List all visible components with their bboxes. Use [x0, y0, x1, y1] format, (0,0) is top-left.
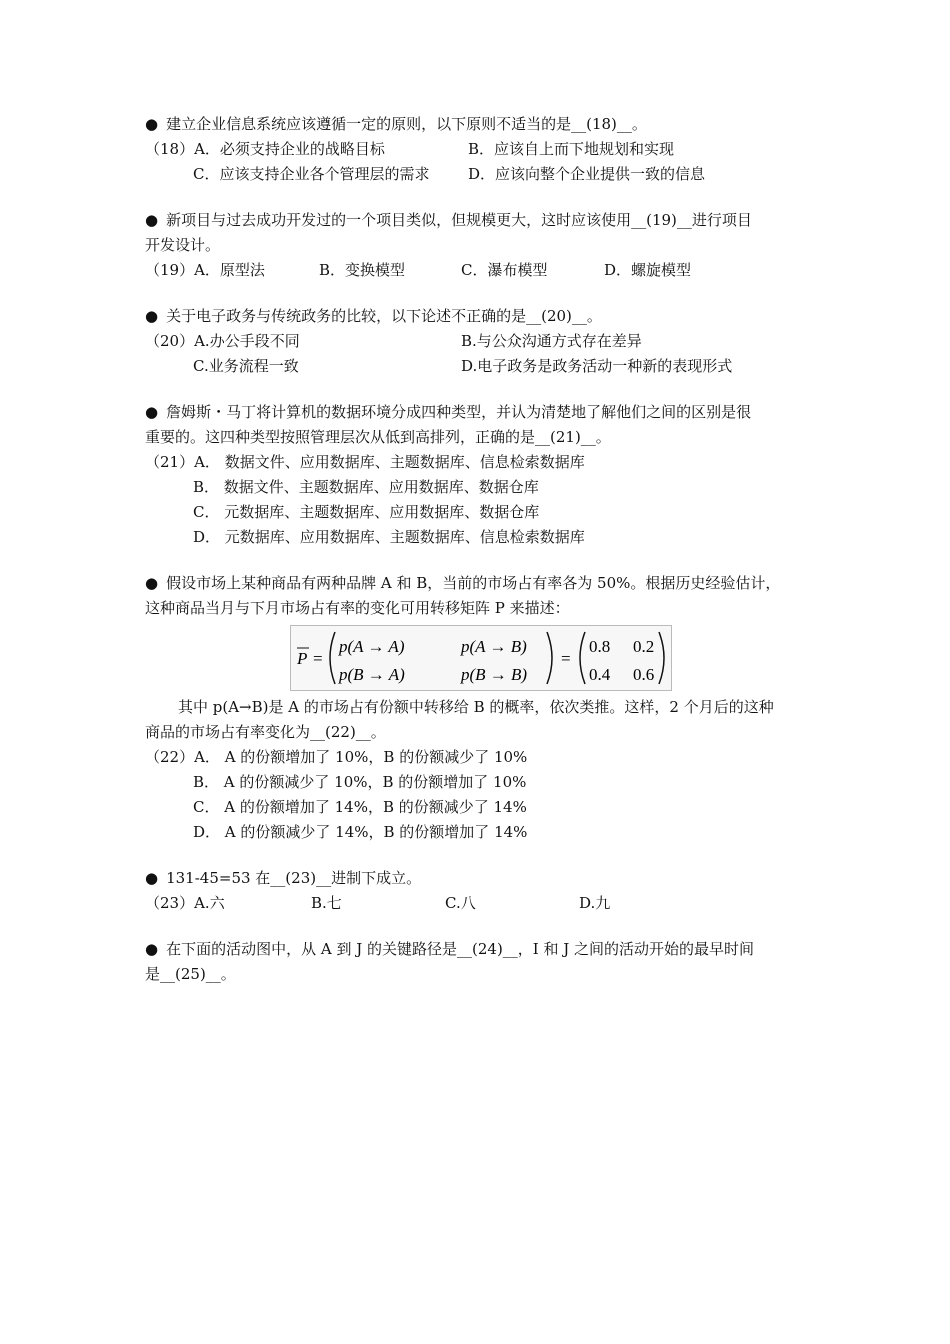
bullet-icon: ● — [145, 574, 159, 592]
question-21-stem-line2: 重要的。这四种类型按照管理层次从低到高排列，正确的是__(21)__。 — [145, 428, 611, 446]
bullet-icon: ● — [145, 869, 159, 887]
option-19-b: B．变换模型 — [319, 261, 406, 279]
question-22-after-line2: 商品的市场占有率变化为__(22)__。 — [145, 723, 386, 741]
matrix-value-21: 0.4 — [589, 665, 611, 684]
question-21 — [145, 400, 825, 550]
question-22 — [145, 571, 825, 845]
option-22-c: C． A 的份额增加了 14%，B 的份额减少了 14% — [193, 798, 527, 816]
exam-page — [145, 112, 825, 987]
matrix-lhs: P — [297, 649, 308, 668]
option-20-b: B.与公众沟通方式存在差异 — [461, 332, 642, 350]
option-18-c: C．应该支持企业各个管理层的需求 — [193, 165, 430, 183]
option-19-a: （19）A．原型法 — [145, 261, 265, 279]
question-18-stem: 建立企业信息系统应该遵循一定的原则，以下原则不适当的是__(18)__。 — [166, 115, 647, 133]
question-20 — [145, 304, 825, 379]
matrix-entry-ba: p(B → A) — [339, 665, 405, 684]
question-23-options — [145, 891, 825, 916]
option-21-a: （21）A． 数据文件、应用数据库、主题数据库、信息检索数据库 — [145, 453, 585, 471]
question-24 — [145, 937, 825, 987]
bullet-icon: ● — [145, 115, 159, 133]
question-19-stem-line1: 新项目与过去成功开发过的一个项目类似，但规模更大，这时应该使用__(19)__进行项目 — [166, 211, 752, 229]
option-20-c: C.业务流程一致 — [193, 357, 299, 375]
option-20-a: （20）A.办公手段不同 — [145, 332, 300, 350]
option-23-b: B.七 — [311, 894, 342, 912]
option-20-d: D.电子政务是政务活动一种新的表现形式 — [461, 357, 733, 375]
question-20-options-row2 — [145, 354, 825, 379]
transition-matrix-figure — [290, 625, 672, 691]
right-paren-2 — [659, 632, 664, 684]
bullet-icon: ● — [145, 211, 159, 229]
matrix-value-11: 0.8 — [589, 637, 611, 656]
question-21-stem-line1: 詹姆斯・马丁将计算机的数据环境分成四种类型，并认为清楚地了解他们之间的区别是很 — [166, 403, 752, 421]
question-23 — [145, 866, 825, 916]
option-23-d: D.九 — [579, 894, 611, 912]
option-22-b: B． A 的份额减少了 10%，B 的份额增加了 10% — [193, 773, 527, 791]
question-19-stem-line2: 开发设计。 — [145, 236, 221, 254]
matrix-equals-2: = — [561, 649, 571, 668]
option-23-a: （23）A.六 — [145, 894, 225, 912]
left-paren-1 — [330, 632, 335, 684]
matrix-value-12: 0.2 — [633, 637, 655, 656]
option-22-a: （22）A． A 的份额增加了 10%，B 的份额减少了 10% — [145, 748, 528, 766]
question-24-stem-line1: 在下面的活动图中，从 A 到 J 的关键路径是__(24)__，I 和 J 之间的活动开始的最早时间 — [166, 940, 755, 958]
matrix-entry-bb: p(B → B) — [461, 665, 528, 684]
question-20-stem: 关于电子政务与传统政务的比较，以下论述不正确的是__(20)__。 — [166, 307, 602, 325]
matrix-entry-ab: p(A → B) — [461, 637, 527, 656]
matrix-value-22: 0.6 — [633, 665, 655, 684]
question-18 — [145, 112, 825, 187]
option-21-d: D． 元数据库、应用数据库、主题数据库、信息检索数据库 — [193, 528, 585, 546]
question-22-after-line1: 其中 p(A→B)是 A 的市场占有份额中转移给 B 的概率，依次类推。这样，2 个月后的这种 — [178, 698, 774, 716]
bullet-icon: ● — [145, 307, 159, 325]
matrix-entry-aa: p(A → A) — [339, 637, 405, 656]
option-19-c: C．瀑布模型 — [461, 261, 548, 279]
question-23-stem: 131-45=53 在__(23)__进制下成立。 — [166, 869, 422, 887]
bullet-icon: ● — [145, 403, 159, 421]
transition-matrix-svg — [291, 626, 671, 690]
option-21-c: C． 元数据库、主题数据库、应用数据库、数据仓库 — [193, 503, 540, 521]
option-23-c: C.八 — [445, 894, 476, 912]
right-paren-1 — [547, 632, 552, 684]
option-22-d: D． A 的份额减少了 14%，B 的份额增加了 14% — [193, 823, 528, 841]
question-18-options-row2 — [145, 162, 825, 187]
question-22-stem-line1: 假设市场上某种商品有两种品牌 A 和 B，当前的市场占有率各为 50%。根据历史经验估计， — [166, 574, 781, 592]
option-18-b: B．应该自上而下地规划和实现 — [468, 140, 675, 158]
bullet-icon: ● — [145, 940, 159, 958]
question-22-stem-line2: 这种商品当月与下月市场占有率的变化可用转移矩阵 P 来描述： — [145, 599, 570, 617]
option-21-b: B． 数据文件、主题数据库、应用数据库、数据仓库 — [193, 478, 539, 496]
option-19-d: D．螺旋模型 — [604, 261, 692, 279]
question-24-stem-line2: 是__(25)__。 — [145, 965, 236, 983]
option-18-d: D．应该向整个企业提供一致的信息 — [468, 165, 706, 183]
question-19 — [145, 208, 825, 283]
question-18-options-row1 — [145, 137, 825, 162]
question-20-options-row1 — [145, 329, 825, 354]
question-19-options — [145, 258, 825, 283]
left-paren-2 — [580, 632, 585, 684]
option-18-a: （18）A．必须支持企业的战略目标 — [145, 140, 385, 158]
matrix-equals-1: = — [313, 649, 323, 668]
